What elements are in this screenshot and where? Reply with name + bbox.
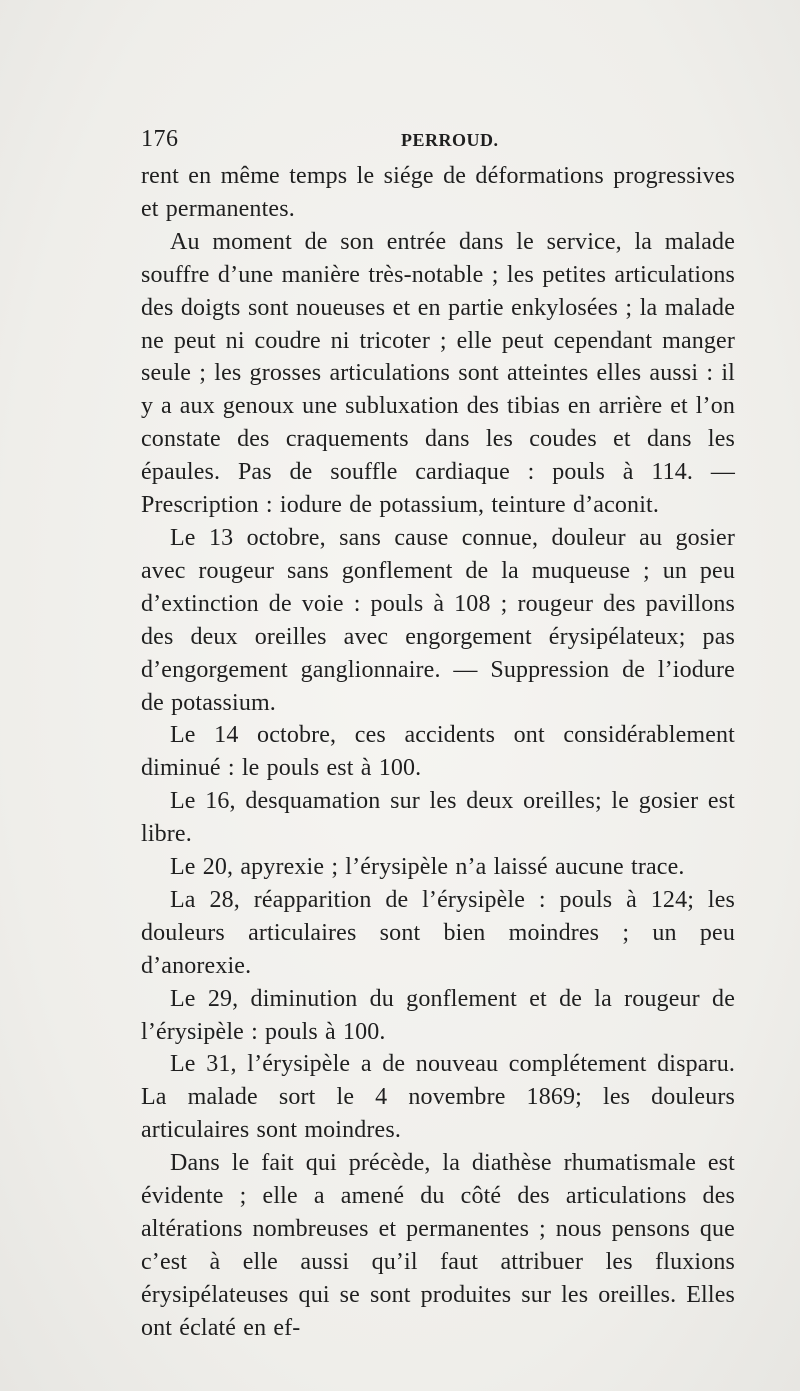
paragraph-admission: Au moment de son entrée dans le service, la malade souffre d’une manière très-notable ; les petites articulations des doigts sont noueuses et en partie enkylosées ; la malade ne peut ni coudre ni tricoter ; elle peut cependant manger seule ; les grosses articulations sont atteintes elles aussi : il y a aux genoux une subluxation des tibias en arrière et l’on constate des craquements dans les coudes et dans les épaules. Pas de souffle cardiaque : pouls à 114. — Prescription : iodure de potassium, teinture d’aconit.	[141, 228, 735, 519]
paragraph-continuation: rent en même temps le siége de déformations progressives et permanentes.	[141, 163, 735, 222]
paragraph-day-16: Le 16, desquamation sur les deux oreilles; le gosier est libre.	[141, 788, 735, 848]
paragraph-discussion: Dans le fait qui précède, la diathèse rhumatismale est évidente ; elle a amené du côté des articulations des altérations nombreuses et permanentes ; nous pensons que c’est à elle aussi qu’il faut attribuer les fluxions érysipélateuses qui se sont produites sur les oreilles. Elles ont éclaté en ef-	[141, 1150, 735, 1341]
paragraph-day-31: Le 31, l’érysipèle a de nouveau complétement disparu. La malade sort le 4 novembre 1869; les douleurs articulaires sont moindres.	[141, 1051, 735, 1144]
running-head: PERROUD.	[401, 130, 499, 150]
paragraph-day-28: La 28, réapparition de l’érysipèle : pouls à 124; les douleurs articulaires sont bien moindres ; un peu d’anorexie.	[141, 886, 735, 979]
page-header	[141, 126, 733, 156]
body-text	[141, 160, 735, 1345]
paragraph-day-20: Le 20, apyrexie ; l’érysipèle n’a laissé aucune trace.	[170, 854, 685, 881]
page-number: 176	[141, 126, 179, 152]
paragraph-october-13: Le 13 octobre, sans cause connue, douleur au gosier avec rougeur sans gonflement de la muqueuse ; un peu d’extinction de voie : pouls à 108 ; rougeur des pavillons des deux oreilles avec engorgement érysipélateux; pas d’engorgement ganglionnaire. — Suppression de l’iodure de potassium.	[141, 524, 735, 716]
paragraph-october-14: Le 14 octobre, ces accidents ont considérablement diminué : le pouls est à 100.	[141, 722, 735, 782]
paragraph-day-29: Le 29, diminution du gonflement et de la rougeur de l’érysipèle : pouls à 100.	[141, 985, 735, 1045]
